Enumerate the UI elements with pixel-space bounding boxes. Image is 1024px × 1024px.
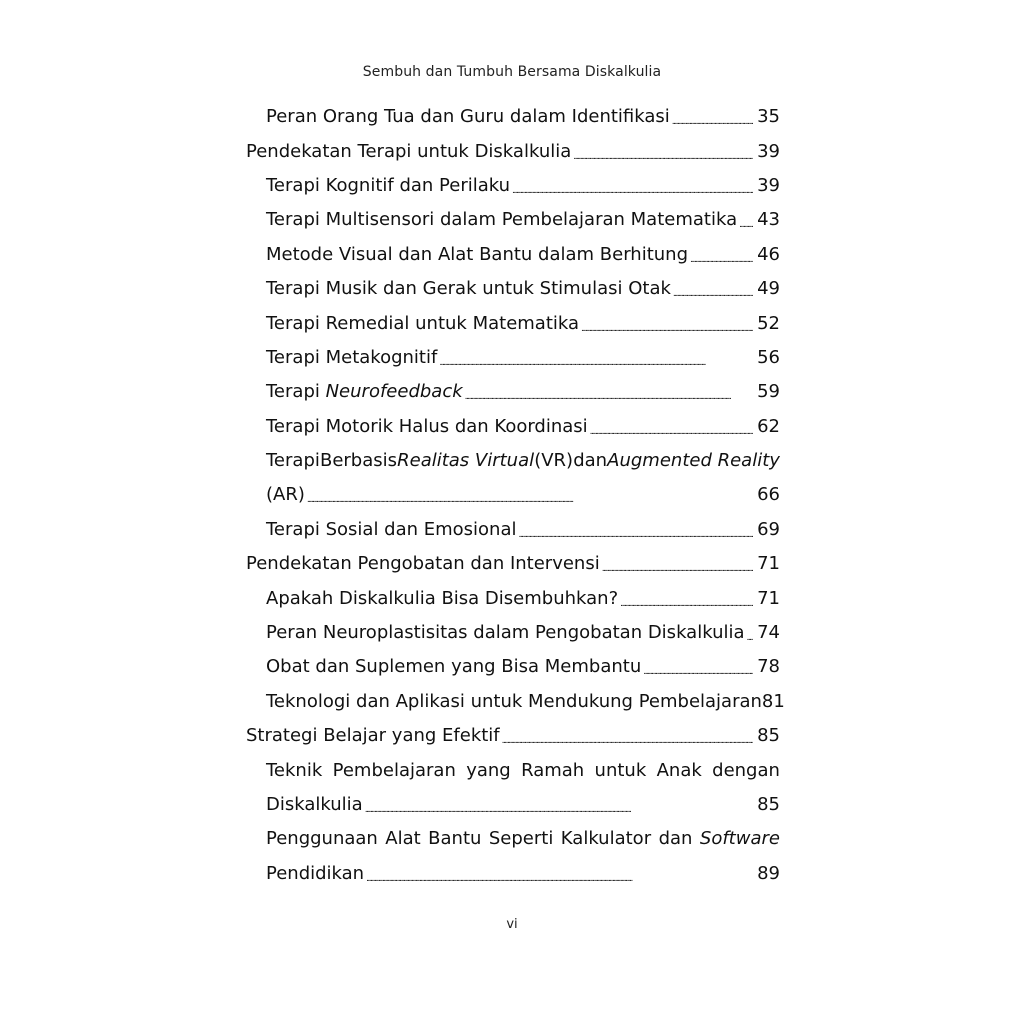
toc-entry bbox=[246, 169, 780, 203]
dot-leader bbox=[602, 554, 753, 574]
toc-entry-title-continuation: Diskalkulia bbox=[266, 794, 363, 815]
dot-leader bbox=[747, 623, 754, 643]
toc-entry-title: Pendekatan Pengobatan dan Intervensi bbox=[246, 553, 600, 575]
toc-entry-page: 85 bbox=[757, 794, 780, 815]
toc-entry bbox=[246, 375, 780, 409]
dot-leader bbox=[512, 176, 753, 196]
toc-entry-page: 62 bbox=[757, 415, 780, 437]
toc-entry-title bbox=[266, 452, 780, 470]
toc-entry-continuation bbox=[246, 788, 780, 822]
toc-entry-page: 71 bbox=[757, 553, 780, 575]
dot-leader bbox=[620, 589, 753, 609]
dot-leader bbox=[581, 314, 753, 334]
toc-entry-title bbox=[266, 383, 463, 401]
dot-leader bbox=[307, 485, 753, 505]
page-number: vi bbox=[506, 917, 518, 932]
toc-entry bbox=[246, 581, 780, 615]
dot-leader bbox=[590, 417, 753, 437]
dot-leader bbox=[519, 520, 754, 540]
toc-word: Terapi bbox=[266, 450, 320, 472]
toc-entry bbox=[246, 238, 780, 272]
toc-entry-title: Pendekatan Terapi untuk Diskalkulia bbox=[246, 140, 572, 162]
toc-entry bbox=[246, 685, 785, 719]
dot-leader bbox=[465, 382, 753, 402]
toc-entry bbox=[246, 100, 780, 134]
toc-entry-title: Terapi Multisensori dalam Pembelajaran Matematika bbox=[266, 209, 738, 231]
toc-entry-page: 39 bbox=[757, 140, 780, 162]
toc-word-italic: Software bbox=[699, 828, 780, 850]
toc-word: Alat bbox=[385, 828, 421, 850]
toc-entry-page: 81 bbox=[761, 690, 785, 712]
toc-entry-page: 71 bbox=[757, 587, 780, 609]
toc-entry-title: Terapi Sosial dan Emosional bbox=[266, 518, 517, 540]
toc-entry-title: Apakah Diskalkulia Bisa Disembuhkan? bbox=[266, 587, 619, 609]
toc-word: Ramah bbox=[521, 759, 585, 781]
toc-word: dan bbox=[658, 828, 693, 850]
toc-entry-first-line bbox=[246, 444, 780, 478]
toc-entry-title-prefix: Terapi bbox=[266, 381, 326, 403]
dot-leader bbox=[643, 657, 753, 677]
toc-entry-page: 74 bbox=[757, 622, 780, 644]
dot-leader bbox=[502, 726, 753, 746]
dot-leader bbox=[439, 348, 753, 368]
toc-entry bbox=[246, 272, 780, 306]
toc-entry-page: 85 bbox=[757, 725, 780, 747]
toc-word: Bantu bbox=[428, 828, 482, 850]
toc-entry-page: 78 bbox=[757, 656, 780, 678]
toc-entry-title: Strategi Belajar yang Efektif bbox=[246, 725, 500, 747]
toc-word-italic: Realitas Virtual bbox=[397, 450, 535, 472]
toc-entry-title: Metode Visual dan Alat Bantu dalam Berhitung bbox=[266, 243, 688, 265]
dot-leader bbox=[366, 864, 753, 884]
toc-entry-title: Terapi Musik dan Gerak untuk Stimulasi Otak bbox=[266, 278, 671, 300]
toc-entry-continuation bbox=[246, 857, 780, 891]
toc-entry-page: 39 bbox=[757, 174, 780, 196]
table-of-contents bbox=[246, 100, 785, 891]
toc-word: yang bbox=[466, 759, 511, 781]
toc-word-italic: Augmented Reality bbox=[607, 450, 780, 472]
toc-word: Kalkulator bbox=[560, 828, 652, 850]
toc-entry-page: 66 bbox=[757, 484, 780, 506]
toc-entry bbox=[246, 306, 780, 340]
toc-entry bbox=[246, 650, 780, 684]
toc-entry-page: 46 bbox=[757, 243, 780, 265]
dot-leader bbox=[365, 795, 753, 815]
toc-entry-page: 49 bbox=[757, 278, 780, 300]
toc-entry-title-continuation: Pendidikan bbox=[266, 862, 365, 884]
toc-word: (VR) bbox=[534, 450, 574, 472]
toc-entry-title: Terapi Metakognitif bbox=[266, 346, 438, 368]
toc-entry-page: 52 bbox=[757, 312, 780, 334]
toc-entry-page: 56 bbox=[757, 346, 780, 368]
toc-entry-title: Obat dan Suplemen yang Bisa Membantu bbox=[266, 656, 642, 678]
toc-entry-page: 89 bbox=[757, 862, 780, 884]
toc-entry bbox=[246, 719, 780, 753]
dot-leader bbox=[573, 142, 753, 162]
toc-word: Teknik bbox=[266, 759, 323, 781]
toc-word: Pembelajaran bbox=[332, 759, 456, 781]
toc-entry-title: Terapi Motorik Halus dan Koordinasi bbox=[266, 415, 588, 437]
dot-leader bbox=[739, 210, 753, 230]
toc-word: Seperti bbox=[488, 828, 554, 850]
toc-entry-first-line bbox=[246, 822, 780, 856]
toc-word: dan bbox=[573, 450, 608, 472]
dot-leader bbox=[690, 245, 753, 265]
dot-leader bbox=[673, 279, 753, 299]
toc-word: Berbasis bbox=[319, 450, 398, 472]
toc-entry bbox=[246, 410, 780, 444]
toc-entry bbox=[246, 513, 780, 547]
toc-entry-title bbox=[266, 759, 780, 781]
running-header: Sembuh dan Tumbuh Bersama Diskalkulia bbox=[362, 64, 662, 80]
toc-entry-title: Peran Orang Tua dan Guru dalam Identifikasi bbox=[266, 106, 670, 128]
toc-entry bbox=[246, 203, 780, 237]
toc-entry-title-italic: Neurofeedback bbox=[325, 381, 463, 403]
toc-entry bbox=[246, 341, 780, 375]
toc-entry-page: 35 bbox=[757, 106, 780, 128]
toc-word: dengan bbox=[712, 759, 780, 781]
toc-word: Penggunaan bbox=[266, 828, 378, 850]
toc-entry-title: Peran Neuroplastisitas dalam Pengobatan Diskalkulia bbox=[266, 622, 745, 644]
toc-word: untuk bbox=[594, 759, 647, 781]
toc-entry-title bbox=[266, 830, 780, 848]
dot-leader bbox=[672, 107, 753, 127]
toc-entry bbox=[246, 547, 780, 581]
toc-entry bbox=[246, 134, 780, 168]
toc-entry bbox=[246, 616, 780, 650]
toc-entry-title: Terapi Remedial untuk Matematika bbox=[266, 312, 580, 334]
toc-entry-title: Terapi Kognitif dan Perilaku bbox=[266, 174, 511, 196]
toc-entry-title-continuation: (AR) bbox=[266, 484, 305, 506]
toc-entry-page: 59 bbox=[757, 381, 780, 403]
toc-entry-continuation bbox=[246, 478, 780, 512]
toc-entry-first-line bbox=[246, 753, 780, 787]
toc-entry-page: 69 bbox=[757, 518, 780, 540]
toc-entry-title: Teknologi dan Aplikasi untuk Mendukung Pembelajaran bbox=[266, 690, 762, 712]
toc-entry-page: 43 bbox=[757, 209, 780, 231]
toc-word: Anak bbox=[656, 759, 702, 781]
